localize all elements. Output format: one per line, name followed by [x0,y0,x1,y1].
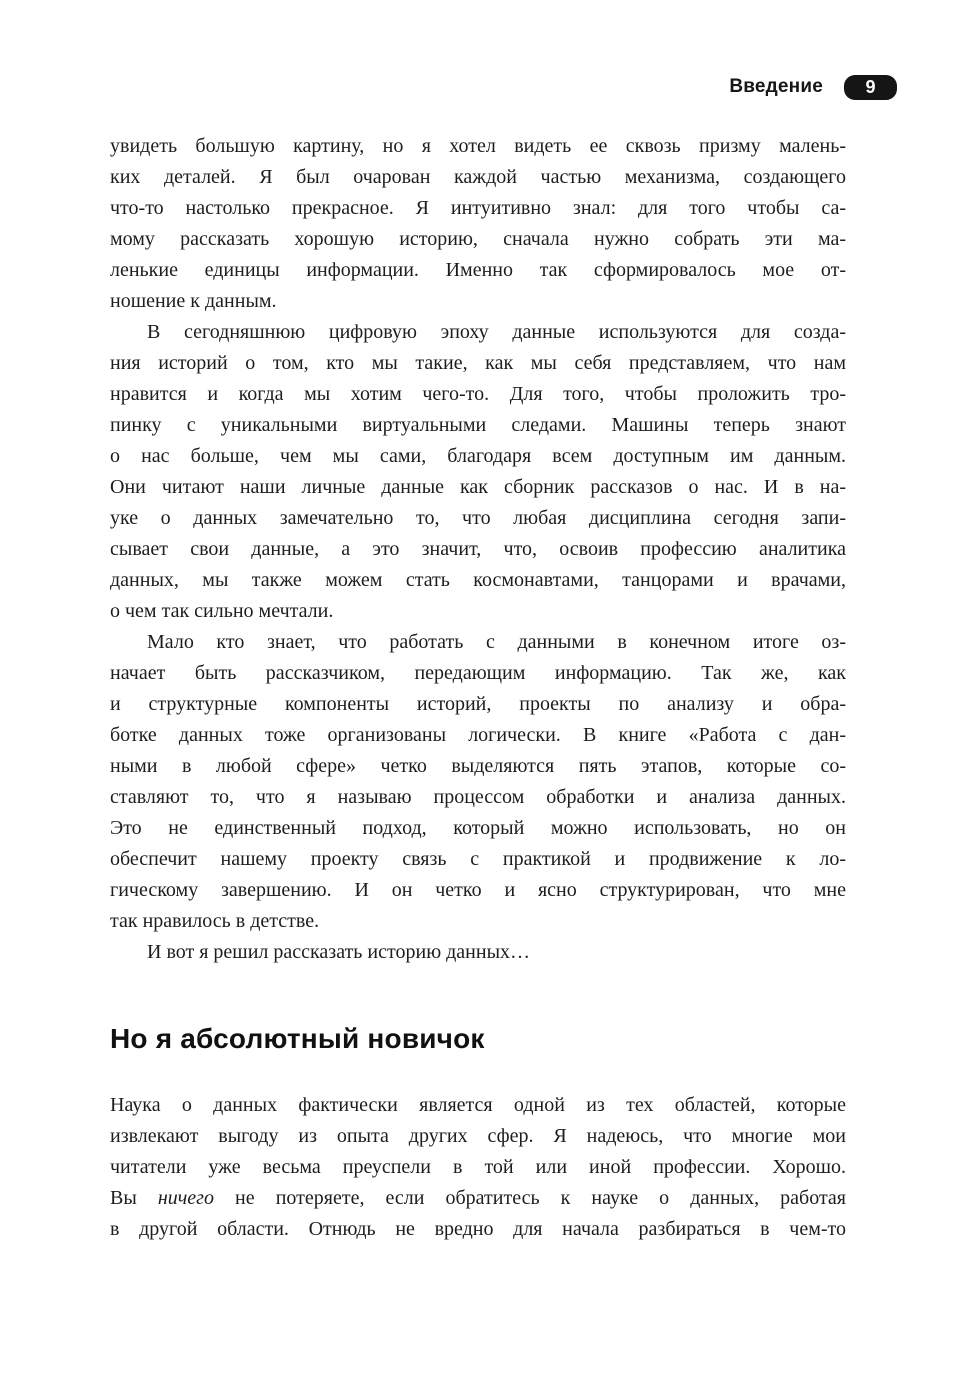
paragraph [110,317,846,627]
text-line: ленькие единицы информации. Именно так сформировалось мое от- [110,259,846,281]
text-line: в другой области. Отнюдь не вредно для начала разбираться в чем-то [110,1218,846,1240]
text-line: ными в любой сфере» четко выделяются пять этапов, которые со- [110,755,846,777]
page-number-badge [844,75,897,100]
text-line: так нравилось в детстве. [110,910,320,932]
text-line: ботке данных тоже организованы логически. В книге «Работа с дан- [110,724,846,746]
page-body-text [110,131,846,1245]
text-line: Мало кто знает, что работать с данными в конечном итоге оз- [147,631,846,653]
text-line: о чем так сильно мечтали. [110,600,334,622]
page-number: 9 [865,77,876,97]
chapter-title: Введение [729,76,823,97]
text-line: и структурные компоненты историй, проекты по анализу и обра- [110,693,846,715]
paragraph [110,1090,846,1245]
text-line: Наука о данных фактически является одной из тех областей, которые [110,1094,846,1116]
text-line: мому рассказать хорошую историю, сначала нужно собрать эти ма- [110,228,846,250]
text-line: что-то настолько прекрасное. Я интуитивно знал: для того чтобы са- [110,197,846,219]
running-head [729,74,897,100]
text-line: ношение к данным. [110,290,277,312]
paragraph [110,131,846,317]
paragraph [110,937,846,968]
text-line: увидеть большую картину, но я хотел видеть ее сквозь призму малень- [110,135,846,157]
text-line: И вот я решил рассказать историю данных… [147,941,531,963]
text-line: Это не единственный подход, который можно использовать, но он [110,817,846,839]
text-line: извлекают выгоду из опыта других сфер. Я надеюсь, что многие мои [110,1125,846,1147]
text-line: Они читают наши личные данные как сборник рассказов о нас. И в на- [110,476,846,498]
text-line: Вы ничего не потеряете, если обратитесь к науке о данных, работая [110,1187,846,1209]
text-line: пинку с уникальными виртуальными следами. Машины теперь знают [110,414,846,436]
text-line: гическому завершению. И он четко и ясно структурирован, что мне [110,879,846,901]
paragraph [110,627,846,937]
text-line: уке о данных замечательно то, что любая дисциплина сегодня запи- [110,507,846,529]
text-line: начает быть рассказчиком, передающим информацию. Так же, как [110,662,846,684]
text-line: ких деталей. Я был очарован каждой частью механизма, создающего [110,166,846,188]
text-line: о нас больше, чем мы сами, благодаря всем доступным им данным. [110,445,846,467]
text-line: ния историй о том, кто мы такие, как мы себя представляем, что нам [110,352,846,374]
text-line: читатели уже весьма преуспели в той или иной профессии. Хорошо. [110,1156,846,1178]
text-line: В сегодняшнюю цифровую эпоху данные используются для созда- [147,321,846,343]
text-line: обеспечит нашему проекту связь с практикой и продвижение к ло- [110,848,846,870]
section-heading: Но я абсолютный новичок [110,1023,485,1054]
text-line: нравится и когда мы хотим чего-то. Для того, чтобы проложить тро- [110,383,846,405]
text-line: данных, мы также можем стать космонавтами, танцорами и врачами, [110,569,846,591]
text-line: сывает свои данные, а это значит, что, освоив профессию аналитика [110,538,846,560]
text-line: ставляют то, что я называю процессом обработки и анализа данных. [110,786,846,808]
